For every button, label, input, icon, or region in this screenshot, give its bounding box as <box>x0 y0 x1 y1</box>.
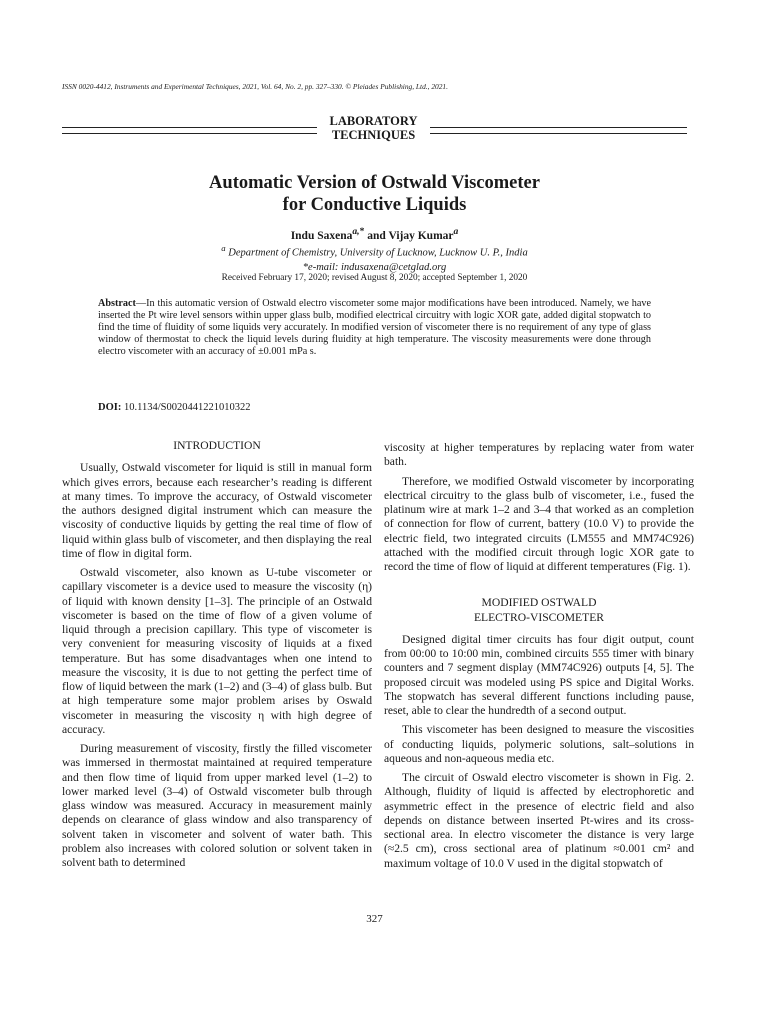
paragraph: This viscometer has been designed to measure the viscosities of conducting liquids, polymeric solutions, salt–solutions in aqueous and non-aqueous media etc. <box>384 723 694 765</box>
section-title-line1: LABORATORY <box>329 114 418 128</box>
section-heading-line2: ELECTRO-VISCOMETER <box>473 610 605 624</box>
abstract-label: Abstract <box>98 298 136 309</box>
article-title <box>62 172 687 216</box>
paragraph: During measurement of viscosity, firstly the filled viscometer was immersed in thermostat maintained at required temperature and then flow time of liquid from upper marked level (1–2) to lower marked level (3–4) of Ostwald viscometer bulb through glass window was measured. Accuracy in measurement mainly depends on clearance of glass window and also transparency of solvent taken in viscometer and solvent of water bath. This problem also increases with colored solution or solvent taken in solvent bath to determined <box>62 742 372 869</box>
article-title-line2: for Conductive Liquids <box>282 195 467 215</box>
author-affiliation-mark: a <box>453 226 459 237</box>
affiliation-block <box>62 241 687 275</box>
section-heading-introduction: INTRODUCTION <box>173 439 261 452</box>
section-heading-line1: MODIFIED OSTWALD <box>481 596 597 610</box>
body-column-left <box>62 439 372 870</box>
double-rule-left <box>62 127 317 134</box>
affiliation: $^a$ Department of Chemistry, University of Lucknow, Lucknow U. P., India <box>221 243 528 259</box>
abstract-text: —In this automatic version of Ostwald electro viscometer some major modifications have been introduced. Namely, we have inserted the Pt wire level sensors within upper glass bulb, modified electrical circuitry with logic XOR gate, added digital stopwatch to find the time of fluidity of some liquids very accurately. In modified version of viscometer there is no requirement of any type of glass window of thermostat to check the liquid levels during fluidity at high temperature. The viscosity measurements were done through electro viscometer with an accuracy of ±0.001 mPa s. <box>98 298 651 357</box>
article-title-line1: Automatic Version of Ostwald Viscometer <box>209 173 540 193</box>
author-affiliation-mark: a,* <box>352 226 365 237</box>
section-title-line2: TECHNIQUES <box>331 128 416 142</box>
paragraph: Designed digital timer circuits has four digit output, count from 00:00 to 10:00 min, combined circuits 555 timer with binary counters and 7 segment display (MM74C926) outputs [4, 5]. The proposed circuit was modeled using PS spice and Digital Works. The stopwatch has several different functions including pause, reset, able to clear the hundredth of a second output. <box>384 632 694 717</box>
doi <box>98 401 250 414</box>
section-heading-modified-viscometer <box>384 596 694 625</box>
author-separator: and <box>364 229 389 242</box>
paragraph: Ostwald viscometer, also known as U-tube viscometer or capillary viscometer is a device used to measure the viscosity (η) of liquid with known density [1–3]. The principle of an Ostwald viscometer is based on the time of flow of a given volume of liquid through a precision capillary. This type of viscometer is very convenient for measuring viscosity of liquids at a fixed temperature. But has some disadvantages when one intend to measure the viscosity, it is due to not getting the perfect time of flow of liquid between the mark (1–2) and (3–4) of glass bulb. But at high temperature some major problem arises by Oswald viscometer in measuring the viscosity η with high degree of accuracy. <box>62 566 372 736</box>
author-name: Vijay Kumar <box>388 229 454 242</box>
section-title <box>317 114 430 142</box>
received-dates: Received February 17, 2020; revised August 8, 2020; accepted September 1, 2020 <box>221 273 528 283</box>
paragraph: Therefore, we modified Ostwald viscometer by incorporating electrical circuitry to the glass bulb of viscometer, i.e., fused the platinum wire at mark 1–2 and 3–4 that worked as an completion of connection for flow of current, battery (10.0 V) to provide the electric field, two integrated circuits (LM555 and MM74C926) attached with the modified circuit through logic XOR gate to record the time of flow of liquid at different temperatures (Fig. 1). <box>384 474 694 573</box>
journal-citation-line: ISSN 0020-4412, Instruments and Experimental Techniques, 2021, Vol. 64, No. 2, pp. 327–330. © Pleiades Publishing, Ltd., 2021. <box>62 82 448 91</box>
corresponding-email: *e-mail: indusaxena@cetglad.org <box>302 261 447 273</box>
section-banner <box>62 112 687 144</box>
author-name: Indu Saxena <box>290 229 353 242</box>
doi-label: DOI: <box>98 402 122 413</box>
doi-value: 10.1134/S0020441221010322 <box>121 402 251 413</box>
abstract <box>98 298 651 358</box>
double-rule-right <box>430 127 687 134</box>
paragraph-continued: viscosity at higher temperatures by replacing water from water bath. <box>384 441 694 469</box>
body-column-right <box>384 441 694 871</box>
affiliation-mark: a <box>221 243 226 253</box>
paragraph: The circuit of Oswald electro viscometer is shown in Fig. 2. Although, fluidity of liquid is affected by electrophoretic and asymmetric effect in the presence of electric field and also depends on distance between inserted Pt-wires and its cross-sectional area. In electro viscometer the distance is very large (≈2.5 cm), cross sectional area of platinum ≈0.001 cm² and maximum voltage of 10.0 V used in the digital stopwatch of <box>384 771 694 870</box>
page-number: 327 <box>366 913 383 925</box>
paragraph: Usually, Ostwald viscometer for liquid is still in manual form which gives errors, because each researcher’s reading is different at many times. To improve the accuracy, of Ostwald viscometer the authors designed digital instrument which can measure the viscosity of conductive liquids by getting the real time of flow of liquid within glass bulb of viscometer, and then displaying the real time of flow in digital form. <box>62 461 372 560</box>
